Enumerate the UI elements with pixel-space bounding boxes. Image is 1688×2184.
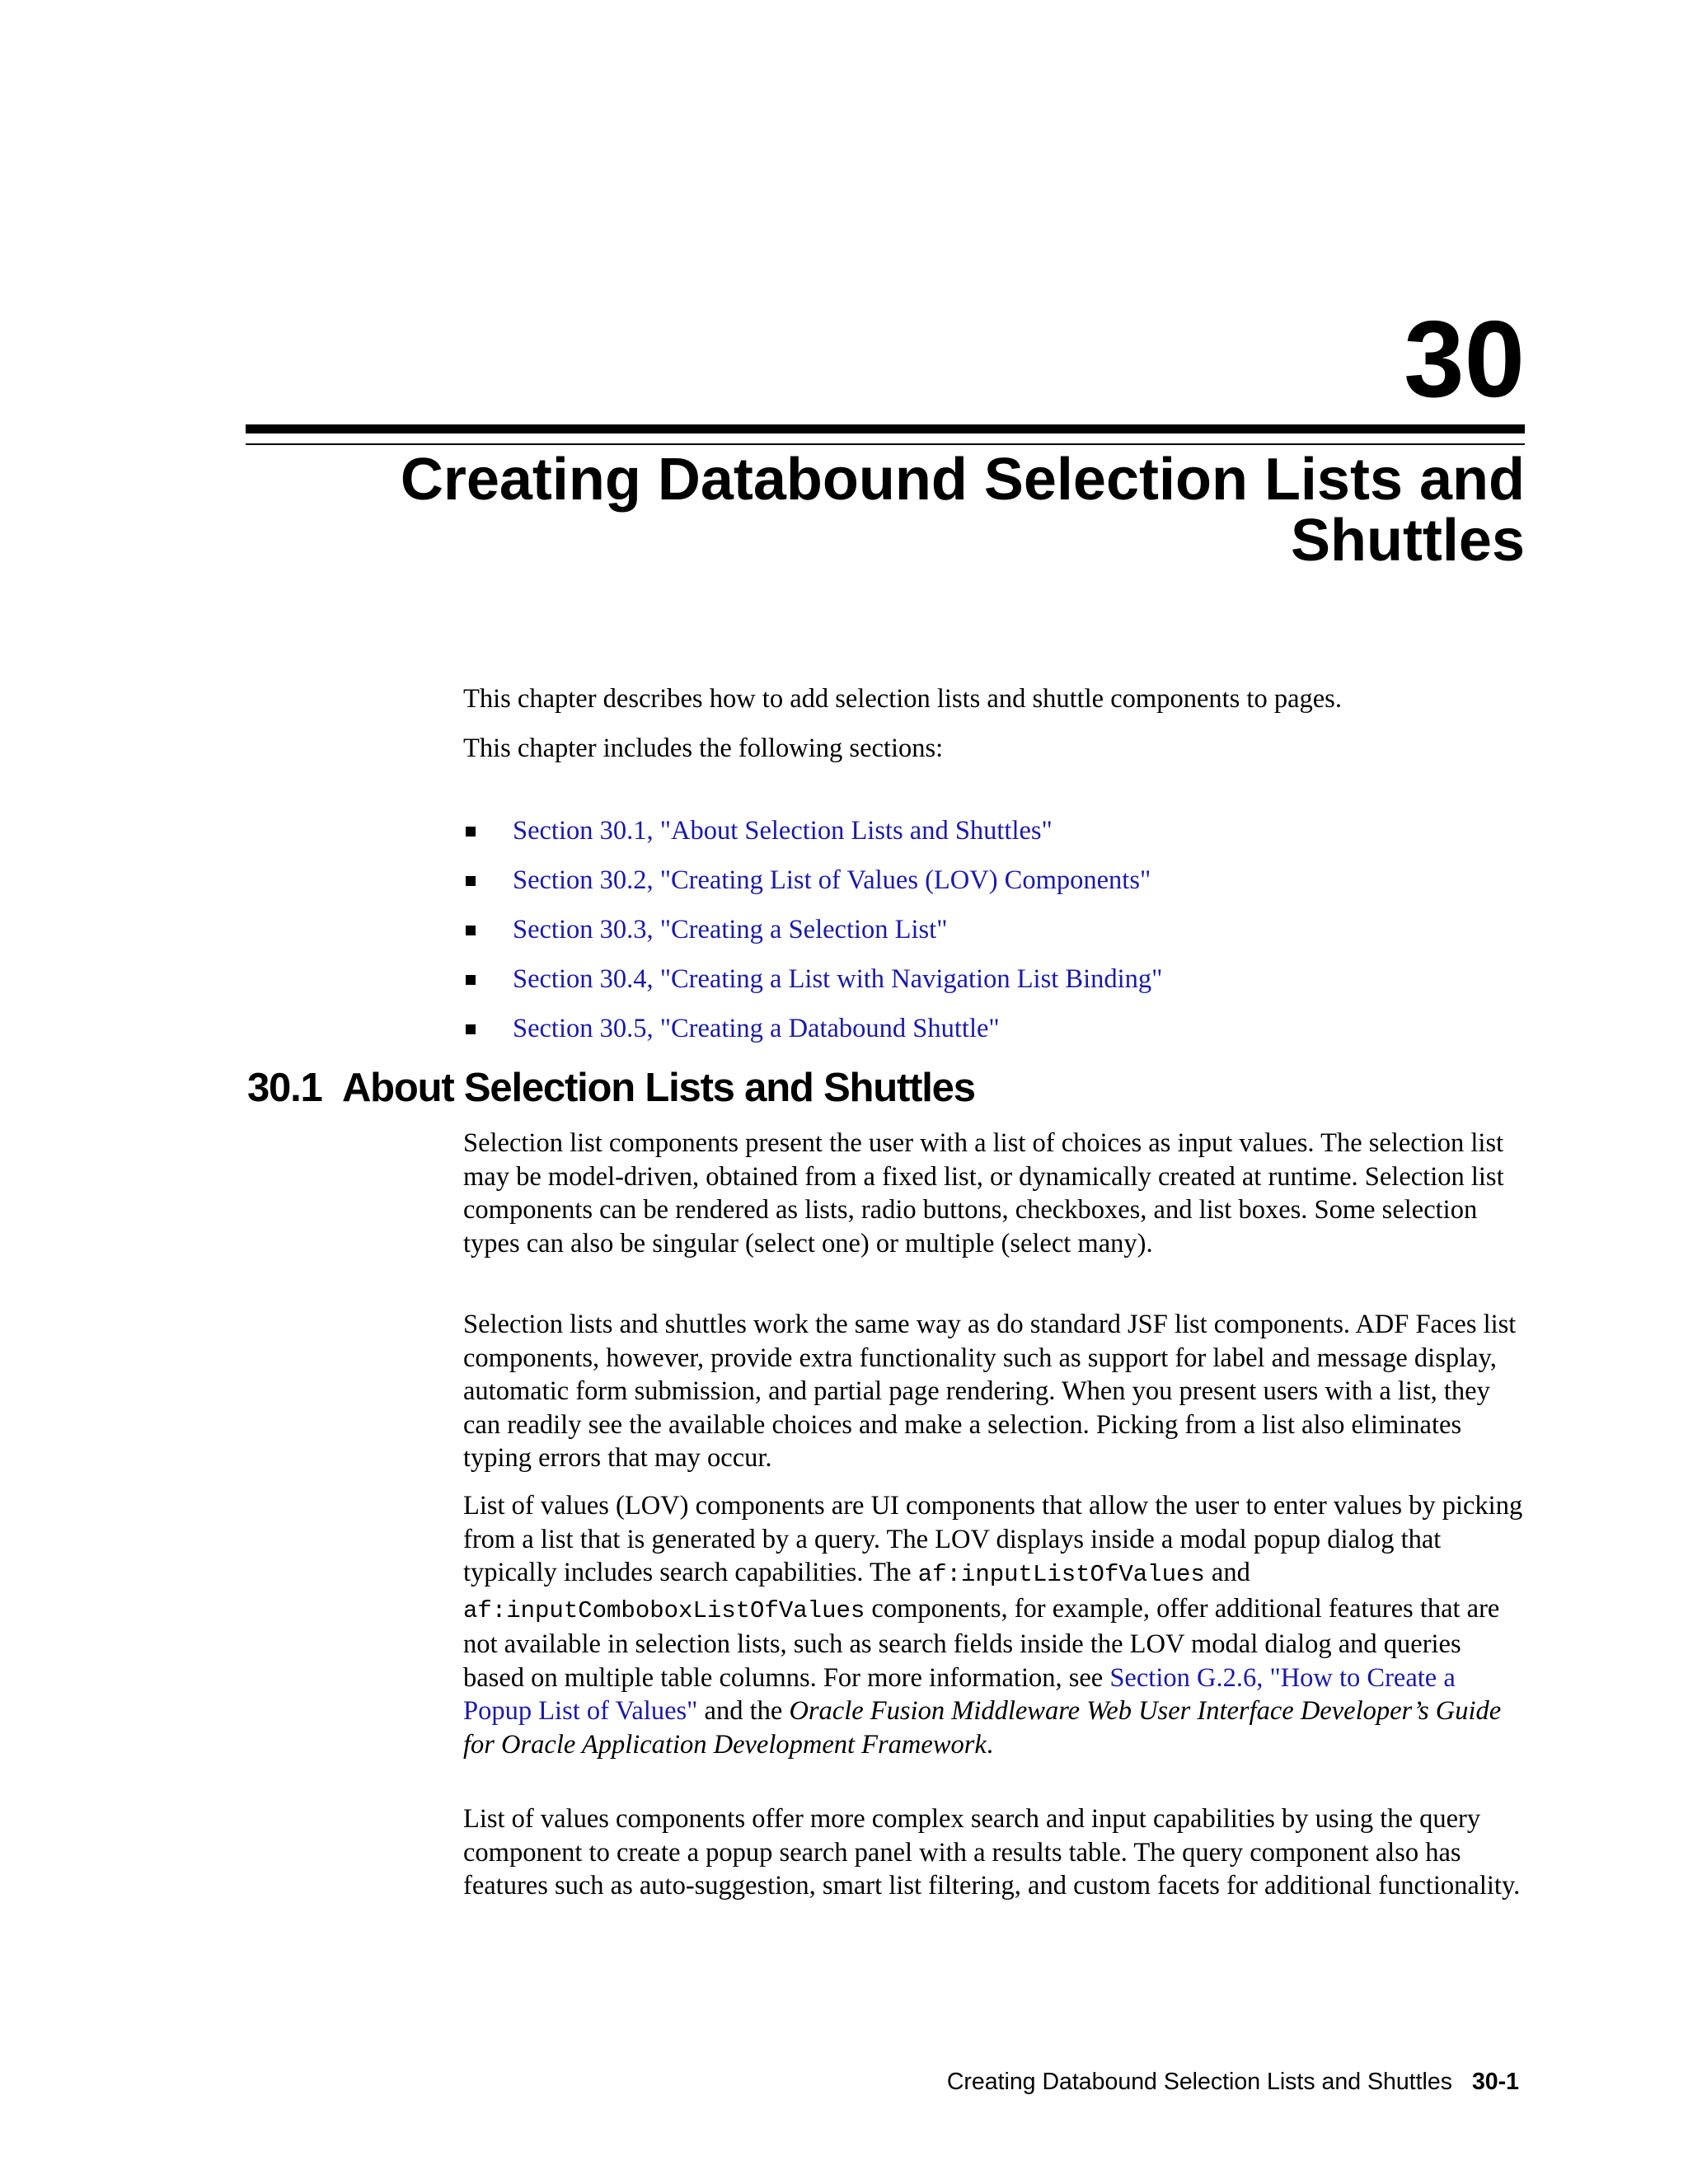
paragraph-1: Selection list components present the user with a list of choices as input values. The selection list may be model-driven, obtained from a fixed list, or dynamically created at runtime. Selection list components can be rendered as lists, radio buttons, checkboxes, and list boxes. Some selection types can also be singular (select one) or multiple (select many). xyxy=(463,1128,1504,1258)
page-number: 30-1 xyxy=(1471,2069,1519,2095)
section-list-item xyxy=(463,1012,1535,1062)
section-number: 30.1 xyxy=(247,1066,322,1110)
popup-lov-section-link[interactable]: Section G.2.6, "How to Create a Popup List of Values" xyxy=(463,1662,1456,1726)
intro-sections-lead: This chapter includes the following sections: xyxy=(463,733,944,763)
section-list-item xyxy=(463,814,1535,864)
paragraph-3-text-c: components, for example, offer additional features that are not available in selection lists, such as search fields inside the LOV modal dialog and queries based on multiple table columns. For more information, see xyxy=(463,1593,1500,1693)
chapter-rule-thin xyxy=(246,443,1525,445)
section-list-item xyxy=(463,913,1535,963)
bullet-square-icon xyxy=(466,1024,476,1034)
bullet-square-icon xyxy=(466,876,476,886)
section-link-30-3[interactable]: Section 30.3, "Creating a Selection List" xyxy=(513,915,948,944)
section-list-item xyxy=(463,963,1535,1012)
chapter-number: 30 xyxy=(1404,298,1525,419)
code-input-combobox-list-of-values: af:inputComboboxListOfValues xyxy=(463,1596,865,1624)
section-link-30-2[interactable]: Section 30.2, "Creating List of Values (LOV) Components" xyxy=(513,865,1151,895)
book-title-reference: Oracle Fusion Middleware Web User Interface Developer’s Guide for Oracle Application Development Framework xyxy=(463,1696,1502,1760)
code-input-list-of-values: af:inputListOfValues xyxy=(917,1561,1205,1588)
section-heading xyxy=(247,1063,975,1113)
section-link-30-4[interactable]: Section 30.4, "Creating a List with Navigation List Binding" xyxy=(513,964,1163,994)
chapter-title xyxy=(247,447,1525,574)
footer-title: Creating Databound Selection Lists and Shuttles xyxy=(946,2069,1452,2095)
chapter-title-line2: Shuttles xyxy=(1290,508,1525,574)
paragraph-3-text-a: List of values (LOV) components are UI components that allow the user to enter values by picking from a list that is generated by a query. The LOV displays inside a modal popup dialog that typically includes search capabilities. The xyxy=(463,1491,1523,1587)
section-list xyxy=(463,814,1535,1062)
paragraph-3-text-b: and xyxy=(1211,1558,1250,1587)
section-title: About Selection Lists and Shuttles xyxy=(342,1066,975,1110)
page-footer xyxy=(947,2067,1519,2097)
paragraph-3 xyxy=(463,1489,1526,1761)
paragraph-2: Selection lists and shuttles work the same way as do standard JSF list components. ADF Faces list components, however, provide extra functionality such as support for label and message display, automatic form submission, and partial page rendering. When you present users with a list, they can readily see the available choices and make a selection. Picking from a list also eliminates typing errors that may occur. xyxy=(463,1310,1517,1473)
chapter-rule-thick xyxy=(246,424,1525,434)
section-link-30-1[interactable]: Section 30.1, "About Selection Lists and Shuttles" xyxy=(513,816,1053,846)
section-link-30-5[interactable]: Section 30.5, "Creating a Databound Shuttle" xyxy=(513,1014,1000,1043)
paragraph-4: List of values components offer more complex search and input capabilities by using the query component to create a popup search panel with a results table. The query component also has features such as auto-suggestion, smart list filtering, and custom facets for additional functionality. xyxy=(463,1804,1521,1900)
bullet-square-icon xyxy=(466,926,476,935)
section-list-item xyxy=(463,864,1535,913)
bullet-square-icon xyxy=(466,827,476,837)
paragraph-3-text-d: and the xyxy=(704,1696,783,1726)
chapter-title-line1: Creating Databound Selection Lists and xyxy=(400,447,1525,513)
intro-description: This chapter describes how to add selection lists and shuttle components to pages. xyxy=(463,684,1342,714)
bullet-square-icon xyxy=(466,975,476,985)
paragraph-3-text-e: . xyxy=(986,1729,993,1760)
